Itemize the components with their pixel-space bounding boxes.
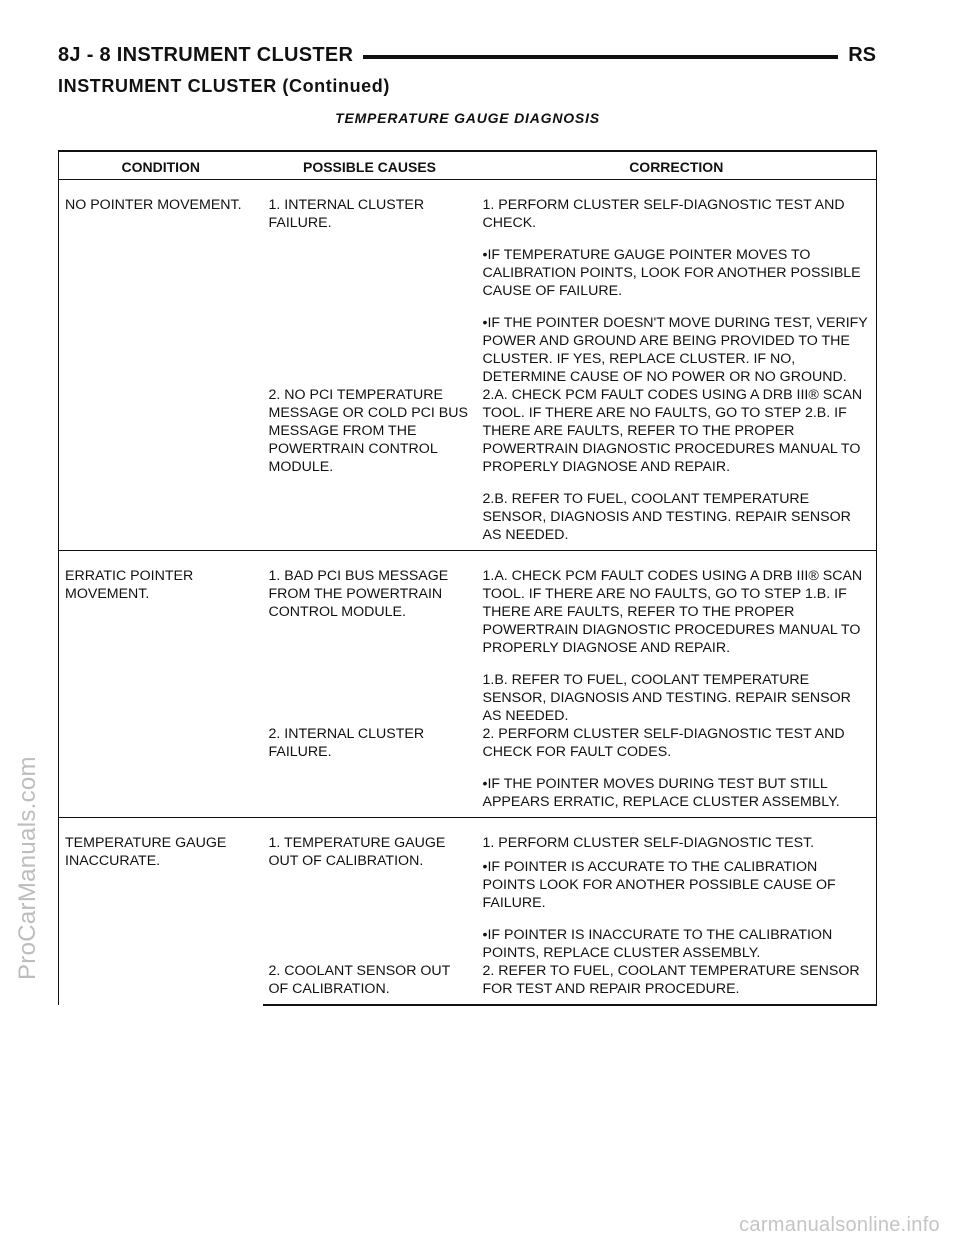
correction-cell — [477, 962, 877, 1005]
footer-watermark: carmanualsonline.info — [739, 1214, 940, 1236]
cause-cell: 1. BAD PCI BUS MESSAGE FROM THE POWERTRAIN CONTROL MODULE. — [263, 551, 477, 726]
diagnosis-table — [58, 150, 877, 1006]
correction-text: 2. REFER TO FUEL, COOLANT TEMPERATURE SENSOR FOR TEST AND REPAIR PROCEDURE. — [482, 963, 860, 997]
table-header-row — [59, 151, 877, 180]
correction-text: •IF THE POINTER MOVES DURING TEST BUT STILL APPEARS ERRATIC, REPLACE CLUSTER ASSEMBLY. — [482, 776, 840, 810]
correction-cell — [477, 386, 877, 551]
correction-cell — [477, 818, 877, 963]
correction-text: 1. PERFORM CLUSTER SELF-DIAGNOSTIC TEST. — [482, 835, 815, 851]
correction-text: 2.A. CHECK PCM FAULT CODES USING A DRB III® SCAN TOOL. IF THERE ARE NO FAULTS, GO TO STEP 2.B. IF THERE ARE FAULTS, REFER TO THE PROPER POWERTRAIN DIAGNOSTIC PROCEDURES MANUAL TO PROPERLY DIAGNOSE AND REPAIR. — [482, 387, 863, 475]
correction-cell — [477, 180, 877, 387]
correction-cell — [477, 725, 877, 818]
condition-cell: TEMPERATURE GAUGE INACCURATE. — [59, 818, 263, 1006]
table-row — [59, 818, 877, 963]
correction-text: •IF POINTER IS ACCURATE TO THE CALIBRATION POINTS LOOK FOR ANOTHER POSSIBLE CAUSE OF FAILURE. — [482, 859, 836, 911]
correction-text: •IF POINTER IS INACCURATE TO THE CALIBRATION POINTS, REPLACE CLUSTER ASSEMBLY. — [482, 927, 833, 961]
correction-text: •IF TEMPERATURE GAUGE POINTER MOVES TO CALIBRATION POINTS, LOOK FOR ANOTHER POSSIBLE CAUSE OF FAILURE. — [482, 247, 861, 299]
table-row — [59, 180, 877, 387]
watermark-text: ProCarManuals.com — [14, 756, 41, 980]
correction-text: 1.A. CHECK PCM FAULT CODES USING A DRB III® SCAN TOOL. IF THERE ARE NO FAULTS, GO TO STEP 1.B. IF THERE ARE FAULTS, REFER TO THE PROPER POWERTRAIN DIAGNOSTIC PROCEDURES MANUAL TO PROPERLY DIAGNOSE AND REPAIR. — [482, 568, 863, 656]
correction-text: 2.B. REFER TO FUEL, COOLANT TEMPERATURE SENSOR, DIAGNOSIS AND TESTING. REPAIR SENSOR AS NEEDED. — [482, 491, 851, 543]
cause-cell: 1. INTERNAL CLUSTER FAILURE. — [268, 197, 425, 231]
continued-heading: INSTRUMENT CLUSTER (Continued) — [58, 76, 390, 96]
cause-cell: 2. INTERNAL CLUSTER FAILURE. — [268, 726, 425, 760]
cause-cell: 1. TEMPERATURE GAUGE OUT OF CALIBRATION. — [263, 818, 477, 963]
column-header-causes: POSSIBLE CAUSES — [263, 151, 477, 180]
section-title: 8J - 8 INSTRUMENT CLUSTER — [58, 44, 363, 67]
column-header-condition: CONDITION — [59, 151, 263, 180]
cause-cell: 2. NO PCI TEMPERATURE MESSAGE OR COLD PCI BUS MESSAGE FROM THE POWERTRAIN CONTROL MODULE. — [268, 387, 468, 475]
condition-cell: NO POINTER MOVEMENT. — [59, 180, 263, 551]
correction-text: 1. PERFORM CLUSTER SELF-DIAGNOSTIC TEST AND CHECK. — [482, 197, 845, 231]
table-title: TEMPERATURE GAUGE DIAGNOSIS — [335, 110, 600, 126]
correction-text: 2. PERFORM CLUSTER SELF-DIAGNOSTIC TEST AND CHECK FOR FAULT CODES. — [482, 726, 845, 760]
cause-cell: 2. COOLANT SENSOR OUT OF CALIBRATION. — [263, 962, 477, 1005]
model-code: RS — [838, 44, 876, 67]
table-row — [59, 551, 877, 726]
page-header — [58, 44, 876, 74]
column-header-correction: CORRECTION — [477, 151, 877, 180]
correction-text: 1.B. REFER TO FUEL, COOLANT TEMPERATURE SENSOR, DIAGNOSIS AND TESTING. REPAIR SENSOR AS NEEDED. — [482, 672, 851, 724]
correction-cell — [477, 551, 877, 726]
correction-text: •IF THE POINTER DOESN'T MOVE DURING TEST, VERIFY POWER AND GROUND ARE BEING PROVIDED TO THE CLUSTER. IF YES, REPLACE CLUSTER. IF NO, DETERMINE CAUSE OF NO POWER OR NO GROUND. — [482, 315, 868, 385]
condition-cell: ERRATIC POINTER MOVEMENT. — [59, 551, 263, 818]
